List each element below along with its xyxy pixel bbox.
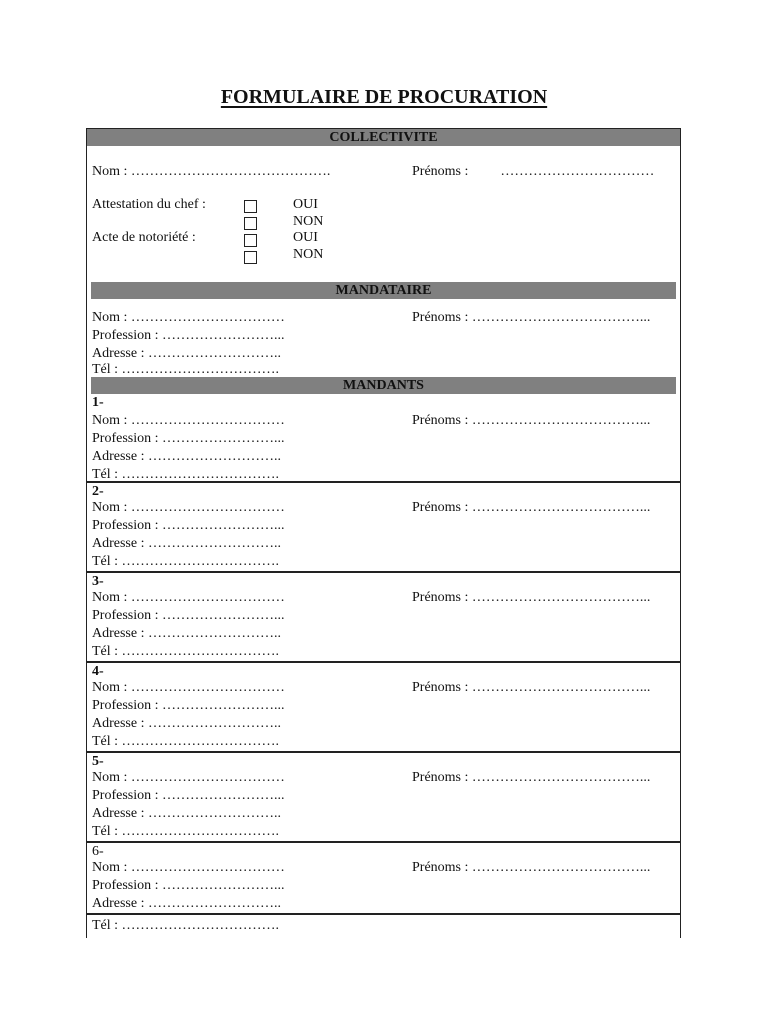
section-header-collectivite: COLLECTIVITE [87, 129, 680, 146]
mandant-nom-field[interactable]: Nom : …………………………… [92, 500, 285, 515]
acte-label: Acte de notoriété : [92, 230, 196, 245]
mandant-nom-field[interactable]: Nom : …………………………… [92, 770, 285, 785]
acte-oui-checkbox[interactable] [244, 234, 257, 247]
mandant-profession-field[interactable]: Profession : ……………………... [92, 788, 285, 803]
attestation-label: Attestation du chef : [92, 197, 206, 212]
mandant-profession-field[interactable]: Profession : ……………………... [92, 878, 285, 893]
mandant-number: 6- [92, 844, 104, 859]
mandant-nom-field[interactable]: Nom : …………………………… [92, 680, 285, 695]
prenoms-label: Prénoms : [412, 164, 469, 179]
section-header-mandants: MANDANTS [91, 377, 676, 394]
mandant-tel-field[interactable]: Tél : ……………………………. [92, 644, 280, 659]
mandant-6 [87, 843, 680, 913]
mandant-adresse-field[interactable]: Adresse : ……………………….. [92, 626, 281, 641]
mandant-nom-row [87, 499, 680, 517]
mandant-adresse-field[interactable]: Adresse : ……………………….. [92, 716, 281, 731]
mandant-nom-field[interactable]: Nom : …………………………… [92, 590, 285, 605]
mandataire-profession-field[interactable]: Profession : ……………………... [92, 328, 285, 343]
mandant-tel-field[interactable]: Tél : ……………………………. [92, 824, 280, 839]
attestation-oui-label: OUI [293, 197, 318, 212]
mandant-prenoms-field[interactable]: Prénoms : ………………………………... [412, 413, 651, 428]
mandant-nom-row [87, 412, 680, 430]
mandant-prenoms-field[interactable]: Prénoms : ………………………………... [412, 680, 651, 695]
mandant-tel-field[interactable]: Tél : ……………………………. [92, 554, 280, 569]
prenoms-dots: …………………………… [500, 164, 655, 179]
procuration-form [86, 128, 681, 938]
collectivite-nom-field[interactable]: Nom : ……………………………………. [92, 164, 331, 179]
mandant-profession-field[interactable]: Profession : ……………………... [92, 698, 285, 713]
mandant-adresse-field[interactable]: Adresse : ……………………….. [92, 896, 281, 911]
mandant-number: 1- [92, 395, 104, 410]
mandant-adresse-field[interactable]: Adresse : ……………………….. [92, 449, 281, 464]
mandant-6-tel-row [87, 913, 680, 937]
page-title: FORMULAIRE DE PROCURATION [220, 86, 548, 108]
mandataire-tel-field[interactable]: Tél : ……………………………. [92, 362, 280, 377]
mandataire-adresse-field[interactable]: Adresse : ……………………….. [92, 346, 281, 361]
mandataire-prenoms-field[interactable]: Prénoms : ………………………………... [412, 310, 651, 325]
mandant-prenoms-field[interactable]: Prénoms : ………………………………... [412, 860, 651, 875]
acte-oui-label: OUI [293, 230, 318, 245]
mandant-nom-field[interactable]: Nom : …………………………… [92, 413, 285, 428]
attestation-non-checkbox[interactable] [244, 217, 257, 230]
mandant-nom-row [87, 589, 680, 607]
mandant-prenoms-field[interactable]: Prénoms : ………………………………... [412, 590, 651, 605]
mandant-tel-field[interactable]: Tél : ……………………………. [92, 467, 280, 482]
mandant-tel-field[interactable]: Tél : ……………………………. [92, 918, 280, 933]
mandant-number: 4- [92, 664, 104, 679]
mandant-4 [87, 663, 680, 753]
mandant-prenoms-field[interactable]: Prénoms : ………………………………... [412, 770, 651, 785]
collectivite-documents [87, 197, 680, 261]
acte-non-label: NON [293, 247, 324, 262]
collectivite-prenoms-field[interactable] [412, 163, 654, 181]
section-header-mandataire: MANDATAIRE [91, 282, 676, 299]
attestation-non-label: NON [293, 214, 324, 229]
mandant-number: 2- [92, 484, 104, 499]
mandant-nom-row [87, 859, 680, 877]
mandant-5 [87, 753, 680, 843]
mandataire-nom-field[interactable]: Nom : …………………………… [92, 310, 285, 325]
mandant-profession-field[interactable]: Profession : ……………………... [92, 431, 285, 446]
mandant-tel-field[interactable]: Tél : ……………………………. [92, 734, 280, 749]
acte-non-checkbox[interactable] [244, 251, 257, 264]
collectivite-nom-row [87, 163, 680, 181]
attestation-oui-checkbox[interactable] [244, 200, 257, 213]
mandant-adresse-field[interactable]: Adresse : ……………………….. [92, 536, 281, 551]
mandant-profession-field[interactable]: Profession : ……………………... [92, 518, 285, 533]
mandant-1 [87, 394, 680, 483]
mandant-3 [87, 573, 680, 663]
mandant-number: 5- [92, 754, 104, 769]
mandant-nom-row [87, 679, 680, 697]
mandant-adresse-field[interactable]: Adresse : ……………………….. [92, 806, 281, 821]
mandant-profession-field[interactable]: Profession : ……………………... [92, 608, 285, 623]
mandant-number: 3- [92, 574, 104, 589]
mandant-nom-row [87, 769, 680, 787]
mandant-nom-field[interactable]: Nom : …………………………… [92, 860, 285, 875]
mandataire-nom-row [87, 309, 680, 327]
mandant-prenoms-field[interactable]: Prénoms : ………………………………... [412, 500, 651, 515]
mandant-2 [87, 483, 680, 573]
